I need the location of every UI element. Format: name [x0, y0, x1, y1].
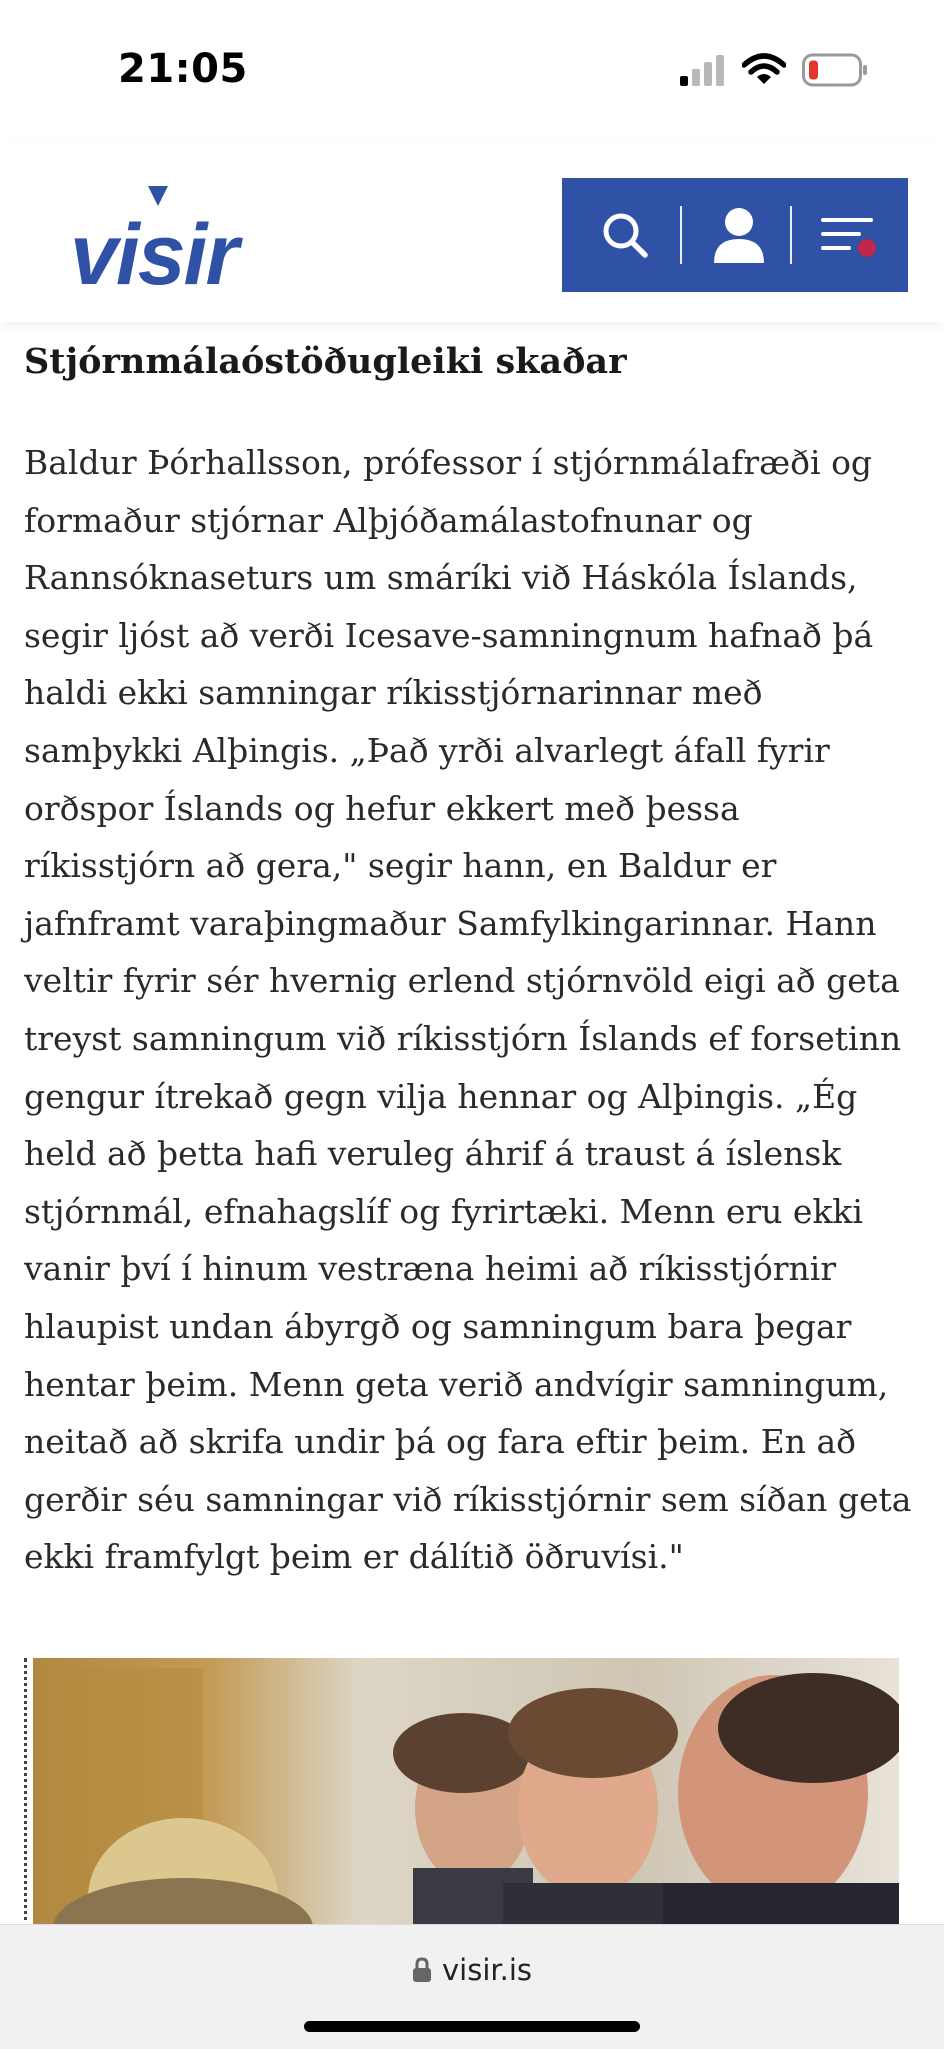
home-indicator[interactable] — [304, 2021, 640, 2032]
article-content — [24, 322, 924, 1586]
notification-dot — [858, 239, 876, 257]
article-heading: Stjórnmálaóstöðugleiki skaðar — [24, 341, 627, 382]
logo-text: visir — [70, 207, 237, 294]
status-bar — [0, 0, 944, 140]
visir-logo[interactable] — [70, 184, 280, 294]
site-header — [0, 140, 944, 322]
signal-icon — [678, 54, 726, 86]
wifi-icon — [742, 53, 786, 87]
menu-button[interactable] — [794, 178, 904, 292]
status-time: 21:05 — [118, 46, 248, 92]
status-icons — [678, 50, 868, 90]
search-icon — [600, 210, 650, 260]
user-button[interactable] — [684, 178, 794, 292]
search-button[interactable] — [570, 178, 680, 292]
browser-url-bar[interactable] — [0, 1924, 944, 2049]
user-icon — [711, 205, 767, 265]
menu-icon — [819, 210, 879, 260]
header-nav — [562, 178, 908, 292]
battery-low-icon — [802, 53, 868, 87]
article-body: Baldur Þórhallsson, prófessor í stjórnmálafræði og formaður stjórnar Alþjóðamálastofnunar og Rannsóknaseturs um smáríki við Háskóla Íslands, segir ljóst að verði Icesave-samningnum hafnað þá haldi ekki samningar ríkisstjórnarinnar með samþykki Alþingis. „Það yrði alvarlegt áfall fyrir orðspor Íslands og hefur ekkert með þessa ríkisstjórn að gera," segir hann, en Baldur er jafnframt varaþingmaður Samfylkingarinnar. Hann veltir fyrir sér hvernig erlend stjórnvöld eigi að geta treyst samningum við ríkisstjórn Íslands ef forsetinn gengur ítrekað gegn vilja hennar og Alþingis. „Ég held að þetta hafi veruleg áhrif á traust á íslensk stjórnmál, efnahagslíf og fyrirtæki. Menn eru ekki vanir því í hinum vestræna heimi að ríkisstjórnir hlaupist undan ábyrgð og samningum bara þegar hentar þeim. Menn geta verið andvígir samningum, neitað að skrifa undir þá og fara eftir þeim. En að gerðir séu samningar við ríkisstjórnir sem síðan geta ekki framfylgt þeim er dálítið öðruvísi." — [24, 443, 912, 1577]
nav-divider — [790, 206, 792, 264]
url-display[interactable] — [0, 1953, 944, 1987]
url-text: visir.is — [441, 1953, 533, 1987]
lock-icon — [412, 1957, 432, 1983]
nav-divider — [680, 206, 682, 264]
article-photo — [24, 1658, 899, 1928]
